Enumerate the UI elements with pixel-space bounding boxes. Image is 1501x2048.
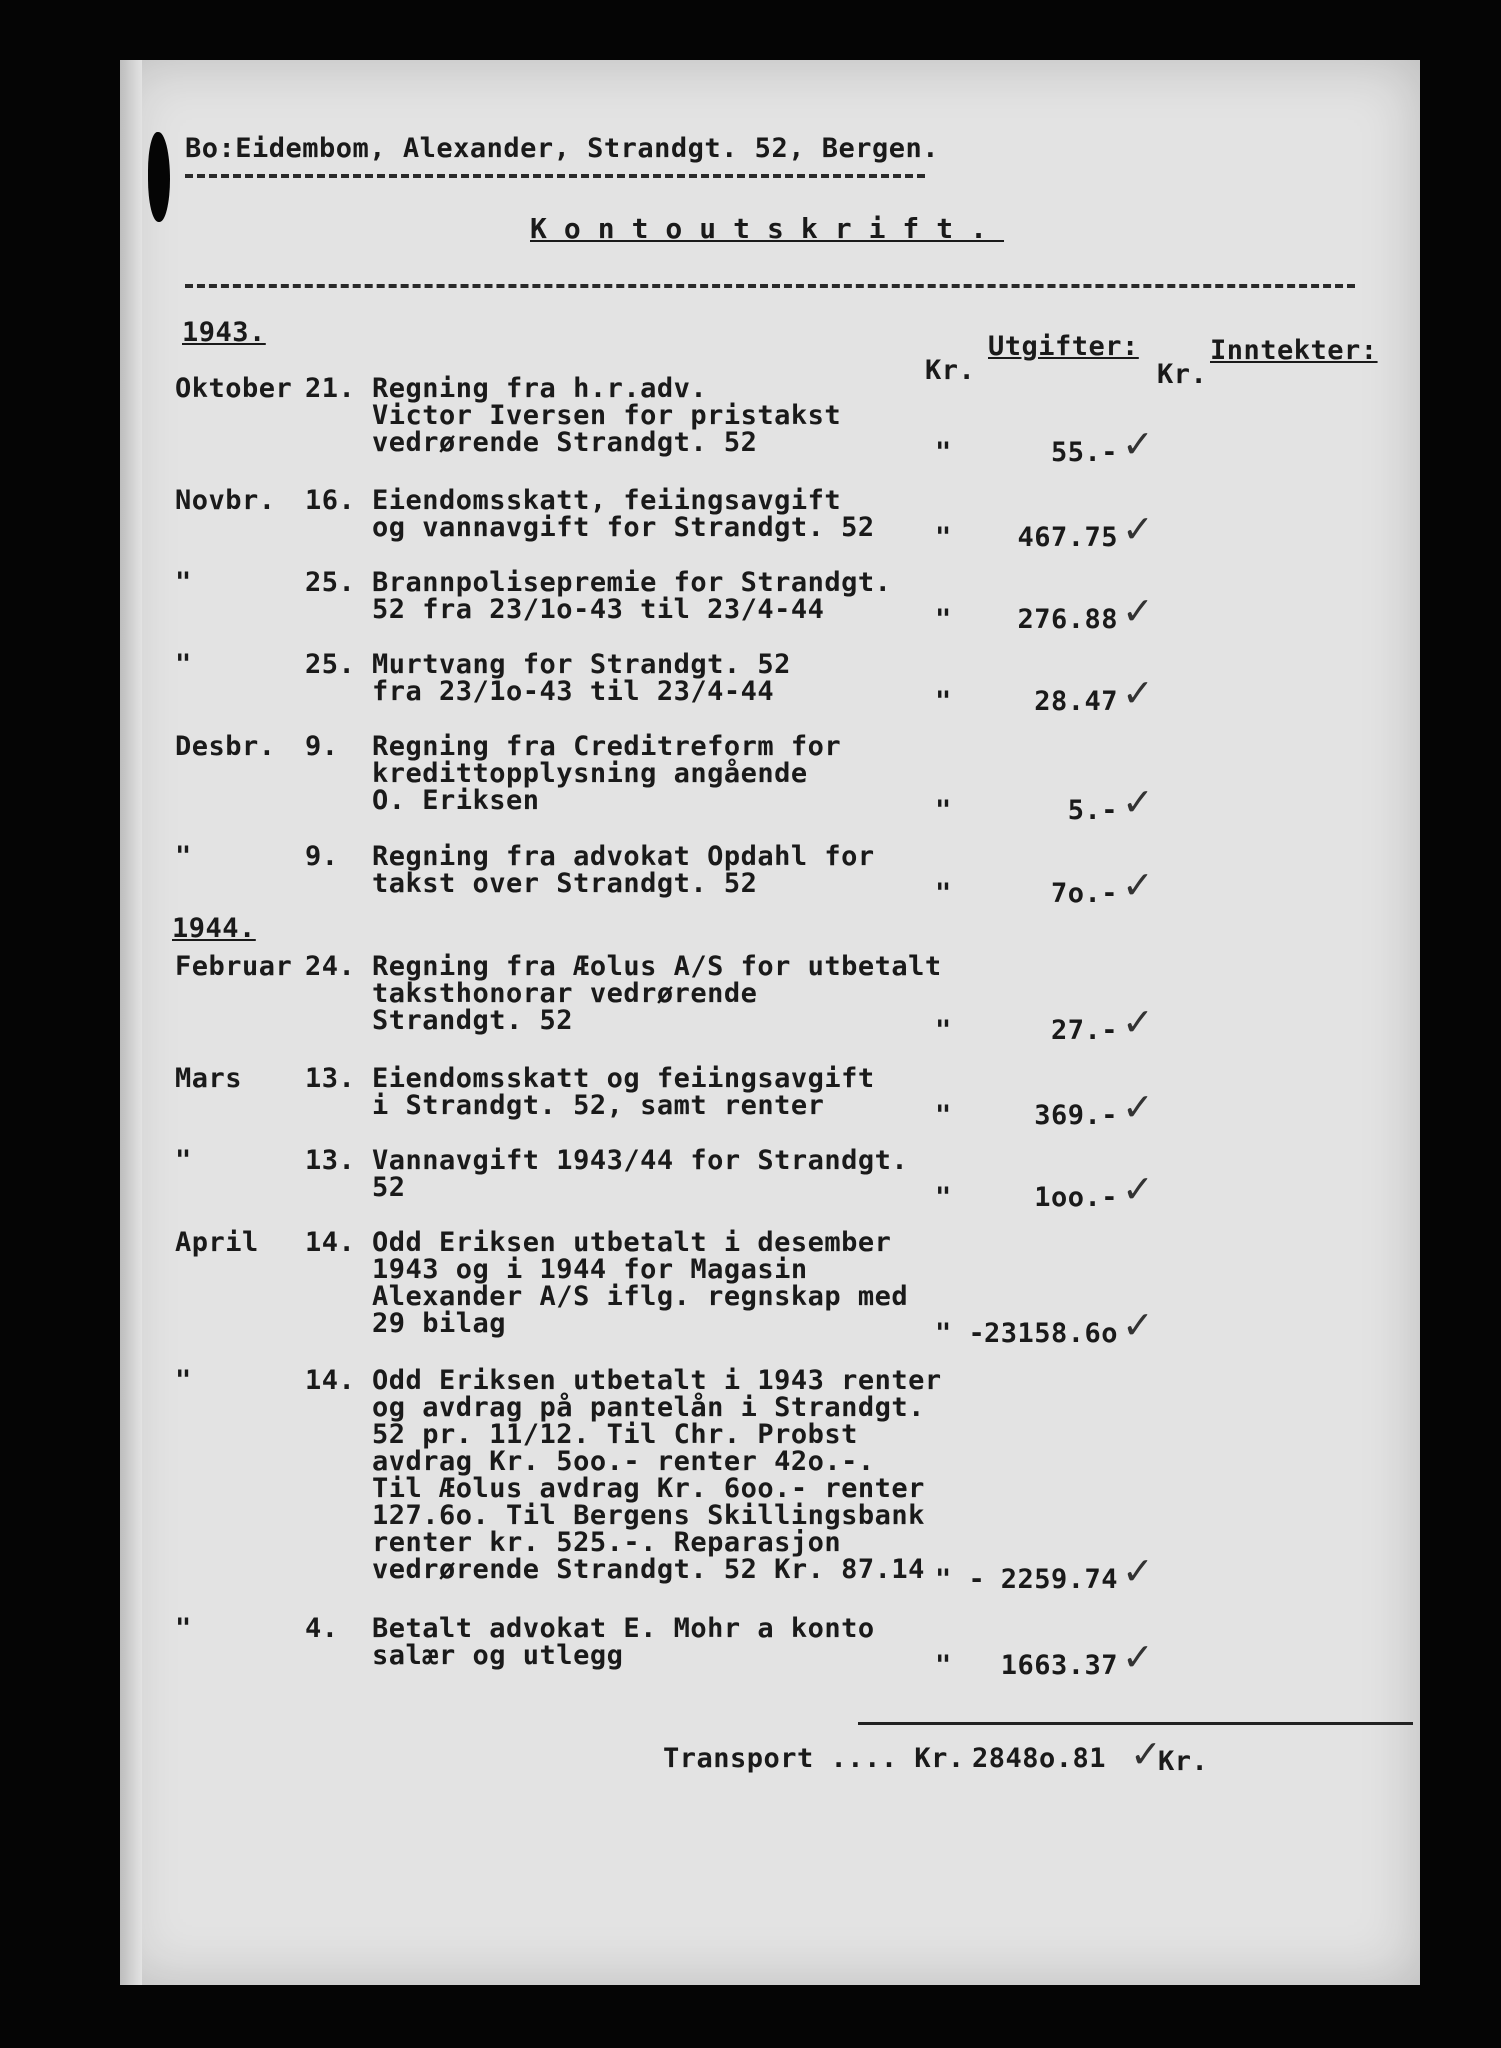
entry-month: " (175, 1613, 192, 1644)
transport-kr: Kr. (1158, 1746, 1209, 1777)
entry-description-line: Regning fra Creditreform for (372, 731, 842, 762)
entry-day: 13. (305, 1145, 356, 1176)
entry-month: " (175, 1145, 192, 1176)
entry-month: " (175, 567, 192, 598)
entry-amount: 5.- (1067, 795, 1118, 826)
entry-description-line: O. Eriksen (372, 785, 540, 816)
year-1943: 1943. (182, 317, 266, 348)
document-title: Kontoutskrift. (530, 212, 1005, 245)
entry-ditto-mark: " (935, 878, 952, 909)
entry-month: Desbr. (175, 731, 276, 762)
account-name: Bo:Eidembom, Alexander, Strandgt. 52, Bergen. (185, 133, 939, 164)
entry-month: Oktober (175, 373, 293, 404)
entry-ditto-mark: " - (935, 1564, 986, 1595)
entry-day: 16. (305, 485, 356, 516)
kr-utgifter-label: Kr. (925, 355, 976, 386)
entry-description-line: Vannavgift 1943/44 for Strandgt. (372, 1145, 909, 1176)
entry-description-line: Brannpolisepremie for Strandgt. (372, 567, 892, 598)
entry-month: Februar (175, 951, 293, 982)
check-mark-icon: ✓ (1122, 589, 1154, 633)
kr-inntekter-label: Kr. (1157, 359, 1208, 390)
entry-description-line: 52 fra 23/1o-43 til 23/4-44 (372, 594, 825, 625)
entry-description-line: Murtvang for Strandgt. 52 (372, 649, 791, 680)
entry-day: 25. (305, 649, 356, 680)
transport-amount: 2848o.81 (972, 1743, 1107, 1774)
entry-ditto-mark: " (935, 686, 952, 717)
entry-description-line: og avdrag på pantelån i Strandgt. (372, 1392, 925, 1423)
entry-amount: 27.- (1050, 1015, 1118, 1046)
entry-ditto-mark: " (935, 437, 952, 468)
entry-ditto-mark: " (935, 1650, 952, 1681)
entry-day: 21. (305, 373, 356, 404)
entry-description-line: 29 bilag (372, 1308, 507, 1339)
entry-description-line: fra 23/1o-43 til 23/4-44 (372, 676, 775, 707)
entry-ditto-mark: " (935, 1015, 952, 1046)
entry-day: 4. (305, 1613, 339, 1644)
entry-description-line: 52 pr. 11/12. Til Chr. Probst (372, 1419, 858, 1450)
entry-day: 9. (305, 731, 339, 762)
entry-amount: 369.- (1034, 1100, 1118, 1131)
entry-description-line: Betalt advokat E. Mohr a konto (372, 1613, 875, 1644)
entry-month: " (175, 649, 192, 680)
entry-day: 13. (305, 1063, 356, 1094)
entry-month: Novbr. (175, 485, 276, 516)
entry-description-line: Alexander A/S iflg. regnskap med (372, 1281, 909, 1312)
entry-amount: 1oo.- (1034, 1182, 1118, 1213)
check-mark-icon: ✓ (1122, 780, 1154, 824)
check-mark-icon: ✓ (1122, 1549, 1154, 1593)
punch-hole (148, 132, 170, 222)
entry-description-line: Victor Iversen for pristakst (372, 400, 842, 431)
entry-month: " (175, 841, 192, 872)
entry-amount: 7o.- (1050, 878, 1118, 909)
utgifter-header: Utgifter: (988, 331, 1139, 362)
entry-description-line: Til Æolus avdrag Kr. 6oo.- renter (372, 1473, 925, 1504)
entry-description-line: renter kr. 525.-. Reparasjon (372, 1527, 842, 1558)
entry-ditto-mark: " (935, 1100, 952, 1131)
entry-day: 25. (305, 567, 356, 598)
entry-description-line: salær og utlegg (372, 1640, 624, 1671)
paper-edge (120, 60, 142, 1985)
entry-description-line: Eiendomsskatt, feiingsavgift (372, 485, 842, 516)
entry-month: Mars (175, 1063, 243, 1094)
entry-description-line: Odd Eriksen utbetalt i 1943 renter (372, 1365, 942, 1396)
check-mark-icon: ✓ (1122, 671, 1154, 715)
check-mark-icon: ✓ (1122, 1303, 1154, 1347)
entry-month: " (175, 1365, 192, 1396)
entry-ditto-mark: " - (935, 1318, 986, 1349)
entry-amount: 28.47 (1034, 686, 1118, 717)
total-rule (858, 1722, 1413, 1725)
inntekter-header: Inntekter: (1210, 335, 1378, 366)
entry-description-line: 1943 og i 1944 for Magasin (372, 1254, 808, 1285)
entry-description-line: Regning fra h.r.adv. (372, 373, 708, 404)
entry-ditto-mark: " (935, 604, 952, 635)
entry-ditto-mark: " (935, 1182, 952, 1213)
entry-description-line: vedrørende Strandgt. 52 Kr. 87.14 (372, 1554, 925, 1585)
entry-month: April (175, 1227, 259, 1258)
entry-description-line: takst over Strandgt. 52 (372, 868, 758, 899)
header-rule (185, 174, 925, 178)
entry-description-line: avdrag Kr. 5oo.- renter 42o.-. (372, 1446, 875, 1477)
entry-ditto-mark: " (935, 522, 952, 553)
check-mark-icon: ✓ (1122, 863, 1154, 907)
check-mark-icon: ✓ (1122, 1635, 1154, 1679)
entry-amount: 55.- (1050, 437, 1118, 468)
entry-description-line: kredittopplysning angående (372, 758, 808, 789)
entry-amount: 2259.74 (1000, 1564, 1118, 1595)
entry-description-line: 52 (372, 1172, 406, 1203)
entry-amount: 276.88 (1017, 604, 1118, 635)
year-1944: 1944. (172, 913, 256, 944)
entry-description-line: i Strandgt. 52, samt renter (372, 1090, 825, 1121)
check-mark-icon: ✓ (1122, 1000, 1154, 1044)
entry-description-line: Regning fra advokat Opdahl for (372, 841, 875, 872)
entry-description-line: taksthonorar vedrørende (372, 978, 758, 1009)
entry-day: 24. (305, 951, 356, 982)
entry-amount: 467.75 (1017, 522, 1118, 553)
entry-amount: 23158.6o (983, 1318, 1118, 1349)
entry-description-line: vedrørende Strandgt. 52 (372, 427, 758, 458)
transport-label: Transport .... Kr. (663, 1743, 965, 1774)
check-mark-icon: ✓ (1122, 1167, 1154, 1211)
entry-description-line: Strandgt. 52 (372, 1005, 574, 1036)
check-mark-icon: ✓ (1122, 507, 1154, 551)
check-mark-icon: ✓ (1122, 1085, 1154, 1129)
title-rule (185, 284, 1355, 288)
entry-description-line: Odd Eriksen utbetalt i desember (372, 1227, 892, 1258)
entry-ditto-mark: " (935, 795, 952, 826)
entry-description-line: Regning fra Æolus A/S for utbetalt (372, 951, 942, 982)
transport-check-icon: ✓ (1130, 1732, 1162, 1776)
entry-amount: 1663.37 (1000, 1650, 1118, 1681)
entry-day: 9. (305, 841, 339, 872)
entry-day: 14. (305, 1365, 356, 1396)
check-mark-icon: ✓ (1122, 422, 1154, 466)
entry-day: 14. (305, 1227, 356, 1258)
entry-description-line: Eiendomsskatt og feiingsavgift (372, 1063, 875, 1094)
entry-description-line: og vannavgift for Strandgt. 52 (372, 512, 875, 543)
entry-description-line: 127.6o. Til Bergens Skillingsbank (372, 1500, 925, 1531)
